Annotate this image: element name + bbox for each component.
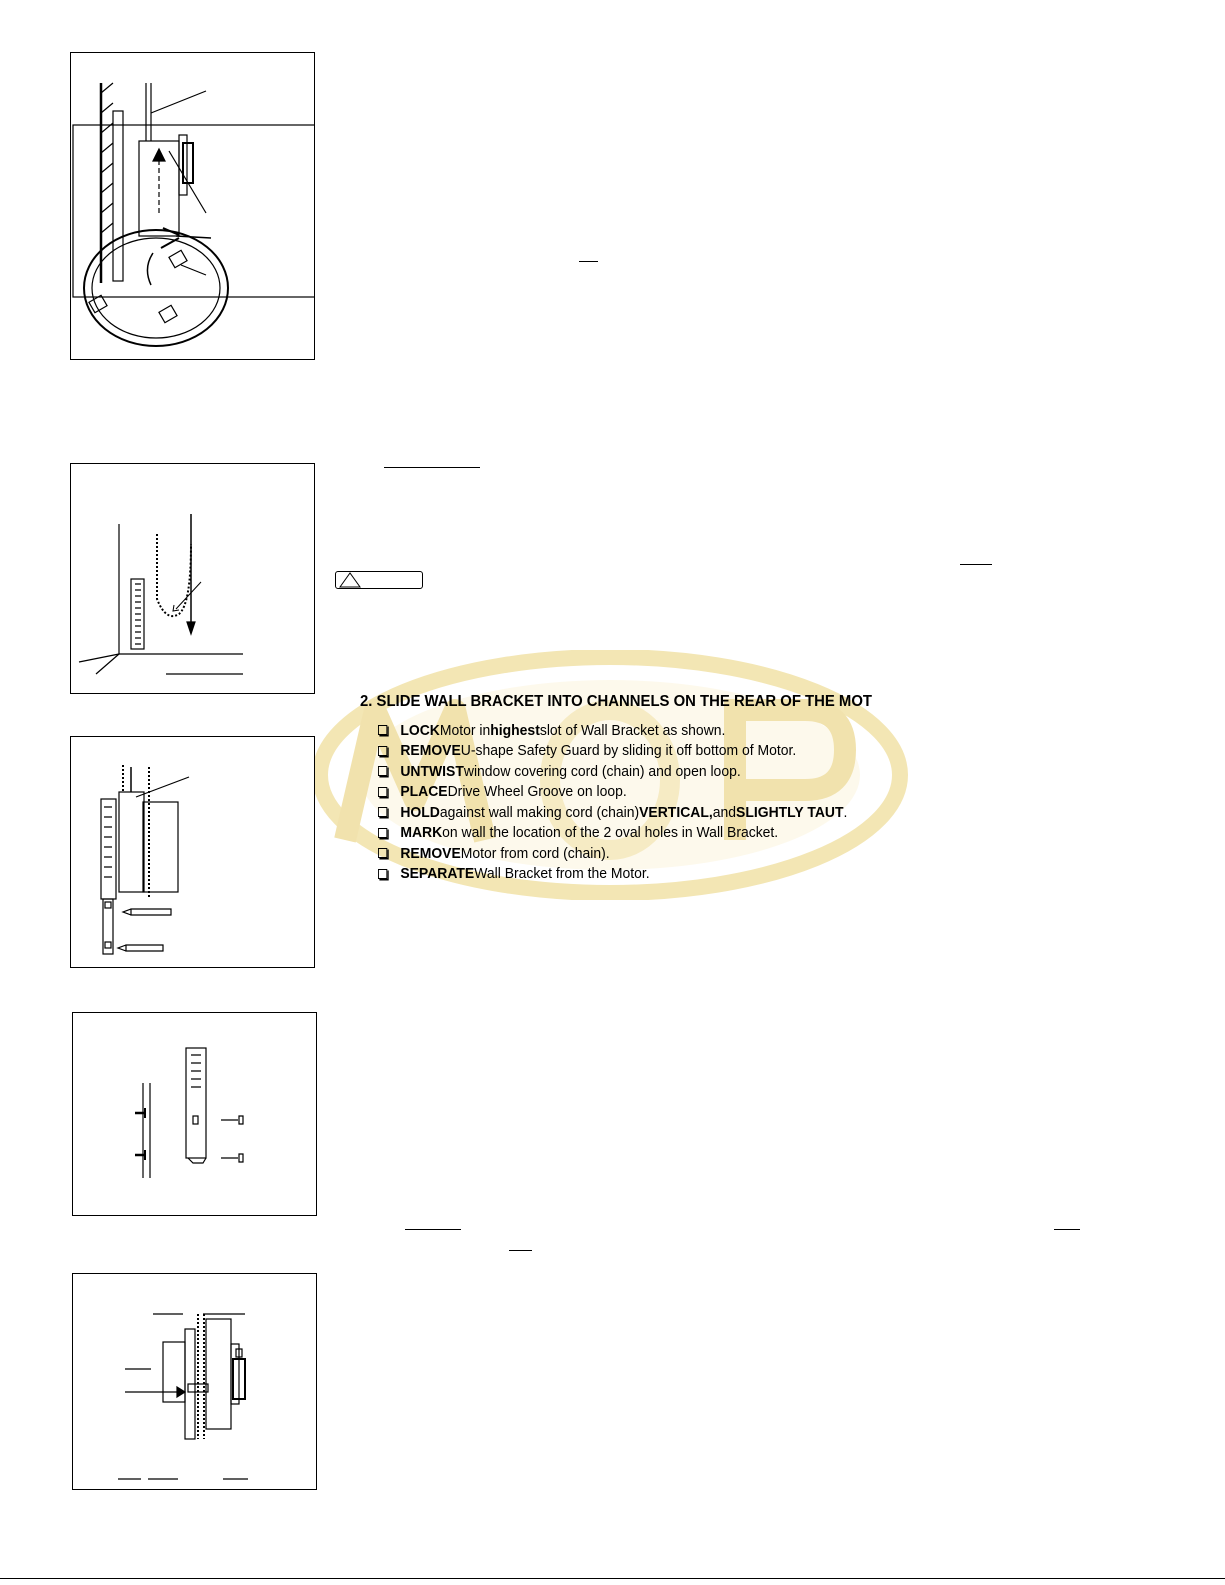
step-keyword: highest	[490, 721, 540, 739]
step-text: Motor from cord (chain).	[460, 844, 610, 862]
instruction-step	[378, 720, 847, 741]
checkbox-icon	[378, 766, 387, 776]
step-keyword: REMOVE	[400, 844, 461, 862]
step-keyword: REMOVE	[400, 742, 461, 760]
instruction-step	[378, 843, 847, 864]
instruction-step	[378, 782, 847, 803]
instruction-step	[378, 864, 847, 885]
underline-mark	[509, 1250, 532, 1251]
footer-rule	[0, 1578, 1225, 1579]
step-keyword: SLIGHTLY TAUT	[736, 803, 844, 821]
step-text: .	[843, 803, 848, 821]
figure-marking-bracket-holes	[70, 736, 315, 968]
step-text: Wall Bracket from the Motor.	[474, 865, 650, 883]
checkbox-icon	[378, 848, 387, 858]
section-title: 2. SLIDE WALL BRACKET INTO CHANNELS ON THE REAR OF THE MOT	[360, 693, 872, 710]
step-text: U-shape Safety Guard by sliding it off bottom of Motor.	[460, 742, 797, 760]
checkbox-icon	[378, 807, 387, 817]
step-keyword: PLACE	[400, 783, 448, 801]
checkbox-icon	[378, 828, 387, 838]
caution-label-box	[335, 571, 423, 589]
step-text: on wall the location of the 2 oval holes in Wall Bracket.	[442, 824, 779, 842]
step-text: and	[712, 803, 737, 821]
underline-mark	[579, 261, 598, 262]
instruction-step	[378, 741, 847, 762]
step-text: Motor in	[439, 721, 491, 739]
step-keyword: SEPARATE	[400, 865, 475, 883]
figure-motor-installed-with-safety-guard	[70, 52, 315, 360]
instruction-step	[378, 823, 847, 844]
instruction-step	[378, 802, 847, 823]
underline-mark	[384, 467, 480, 468]
checkbox-icon	[378, 869, 387, 879]
step-keyword: VERTICAL,	[639, 803, 713, 821]
checkbox-icon	[378, 725, 387, 735]
underline-mark	[1054, 1229, 1080, 1230]
checkbox-icon	[378, 787, 387, 797]
underline-mark	[405, 1229, 461, 1230]
instruction-list	[378, 720, 883, 884]
figure-bracket-screws-to-wall	[72, 1012, 317, 1216]
instruction-step	[378, 761, 847, 782]
step-keyword: UNTWIST	[400, 762, 464, 780]
step-keyword: HOLD	[400, 803, 440, 821]
step-text: slot of Wall Bracket as shown.	[539, 721, 726, 739]
step-text: against wall making cord (chain)	[439, 803, 640, 821]
underline-mark	[960, 564, 992, 565]
step-text: Drive Wheel Groove on loop.	[447, 783, 627, 801]
figure-motor-mounted-side-view	[72, 1273, 317, 1490]
caution-triangle-icon	[338, 572, 362, 588]
checkbox-icon	[378, 746, 387, 756]
step-keyword: LOCK	[400, 721, 440, 739]
step-keyword: MARK	[400, 824, 443, 842]
step-text: window covering cord (chain) and open loop.	[463, 762, 741, 780]
figure-cord-measurement-to-floor	[70, 463, 315, 694]
